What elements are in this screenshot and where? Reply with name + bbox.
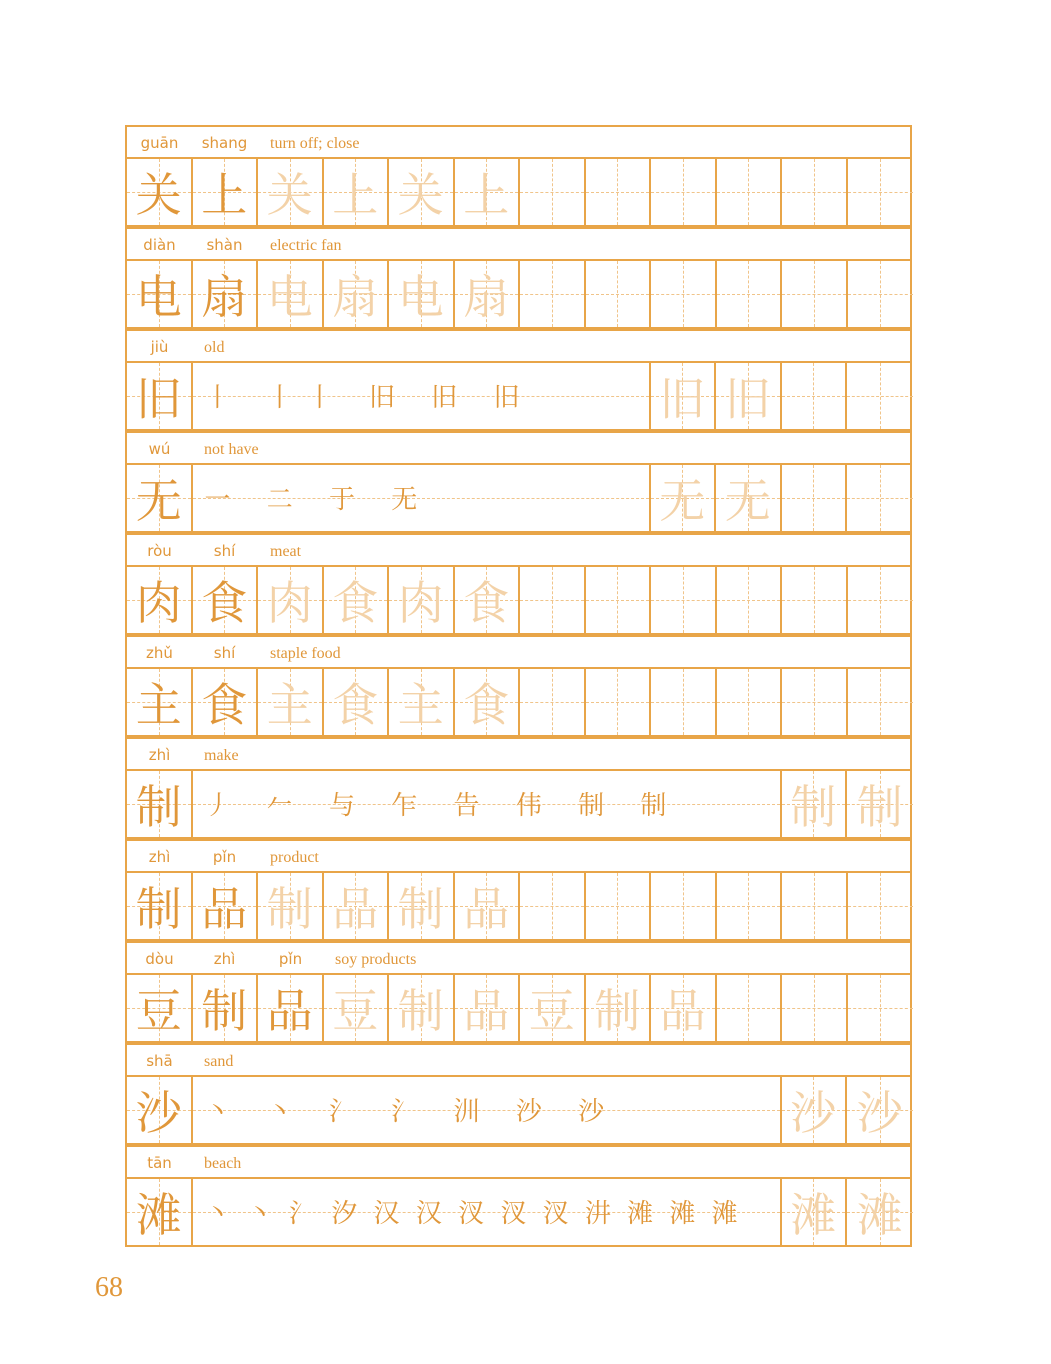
trace-char-cell: 关 [389, 159, 455, 225]
practice-cell[interactable] [651, 669, 717, 735]
model-char-cell: 豆 [127, 975, 193, 1041]
grid-row [125, 973, 912, 1043]
practice-cell[interactable] [717, 669, 783, 735]
model-char-cell: 肉 [127, 567, 193, 633]
pinyin-2: pǐn [212, 848, 237, 866]
trace-char-cell: 肉 [389, 567, 455, 633]
trace-char-cell: 制 [586, 975, 652, 1041]
practice-cell[interactable] [848, 567, 914, 633]
model-char-cell: 关 [127, 159, 193, 225]
practice-cell[interactable] [848, 873, 914, 939]
practice-cell[interactable] [717, 975, 783, 1041]
trace-char-cell: 制 [847, 771, 913, 837]
trace-char-cell: 沙 [782, 1077, 848, 1143]
practice-cell[interactable] [848, 261, 914, 327]
gloss: old [204, 339, 225, 356]
stroke-sequence: 丶 丶 氵 汐 汉 汉 汊 汊 汊 汫 滩 滩 滩 [204, 1199, 742, 1229]
model-char-cell: 上 [193, 159, 259, 225]
practice-cell[interactable] [520, 873, 586, 939]
model-char-cell: 无 [127, 465, 193, 531]
model-char-cell: 食 [193, 567, 259, 633]
pinyin-2: shí [213, 644, 236, 662]
gloss: soy products [335, 951, 417, 968]
gloss: product [270, 849, 319, 866]
trace-char-cell: 滩 [782, 1179, 848, 1245]
stroke-order-panel [193, 1077, 782, 1143]
grid-row [125, 259, 912, 329]
stroke-sequence: 丨 丨丨 旧 旧 旧 [204, 383, 534, 413]
grid-row [125, 361, 912, 431]
model-char-cell: 制 [127, 873, 193, 939]
practice-cell[interactable] [520, 261, 586, 327]
trace-char-cell: 豆 [324, 975, 390, 1041]
pinyin-1: wú [148, 440, 171, 458]
practice-cell[interactable] [848, 975, 914, 1041]
pinyin-1: zhǔ [146, 644, 173, 662]
trace-char-cell: 品 [455, 873, 521, 939]
practice-cell[interactable] [782, 975, 848, 1041]
trace-char-cell: 主 [258, 669, 324, 735]
pinyin-1: ròu [147, 542, 172, 560]
entry-wu [125, 431, 912, 533]
trace-char-cell: 品 [324, 873, 390, 939]
trace-char-cell: 品 [651, 975, 717, 1041]
trace-char-cell: 制 [389, 975, 455, 1041]
practice-cell[interactable] [717, 873, 783, 939]
practice-cell[interactable] [848, 669, 914, 735]
gloss: sand [204, 1053, 234, 1070]
trace-char-cell: 关 [258, 159, 324, 225]
model-char-cell: 电 [127, 261, 193, 327]
entry-douzhipin [125, 941, 912, 1043]
practice-cell[interactable] [782, 261, 848, 327]
gloss: beach [204, 1155, 242, 1172]
entry-sha [125, 1043, 912, 1145]
practice-cell[interactable] [717, 567, 783, 633]
trace-char-cell: 滩 [847, 1179, 913, 1245]
model-char-cell: 制 [193, 975, 259, 1041]
entry-jiu [125, 329, 912, 431]
practice-cell[interactable] [848, 159, 914, 225]
grid-row [125, 565, 912, 635]
trace-char-cell: 主 [389, 669, 455, 735]
practice-cell[interactable] [717, 261, 783, 327]
pinyin-1: shā [146, 1052, 173, 1070]
practice-cell[interactable] [651, 873, 717, 939]
pinyin-2: shang [201, 134, 248, 152]
trace-char-cell: 电 [389, 261, 455, 327]
practice-cell[interactable] [782, 567, 848, 633]
entry-roushi [125, 533, 912, 635]
gloss: meat [270, 543, 302, 560]
grid-row [125, 157, 912, 227]
practice-cell[interactable] [586, 669, 652, 735]
stroke-sequence: 丶 丶 氵 氵 汌 沙 沙 [204, 1097, 619, 1127]
gloss: electric fan [270, 237, 342, 254]
trace-char-cell: 上 [324, 159, 390, 225]
trace-char-cell: 食 [455, 567, 521, 633]
trace-char-cell: 食 [324, 669, 390, 735]
practice-cell[interactable] [586, 159, 652, 225]
entry-guanshang [125, 125, 912, 227]
pinyin-row [125, 635, 912, 667]
trace-char-cell: 豆 [520, 975, 586, 1041]
practice-cell[interactable] [651, 261, 717, 327]
pinyin-row [125, 329, 912, 361]
practice-cell[interactable] [586, 873, 652, 939]
pinyin-row [125, 839, 912, 871]
trace-char-cell: 扇 [324, 261, 390, 327]
model-char-cell: 制 [127, 771, 193, 837]
trace-char-cell: 旧 [716, 363, 782, 429]
entry-zhi [125, 737, 912, 839]
pinyin-1: guān [140, 134, 179, 152]
trace-char-cell: 扇 [455, 261, 521, 327]
trace-char-cell: 制 [389, 873, 455, 939]
model-char-cell: 沙 [127, 1077, 193, 1143]
pinyin-1: diàn [143, 236, 176, 254]
practice-cell[interactable] [782, 465, 848, 531]
practice-cell[interactable] [520, 159, 586, 225]
trace-char-cell: 旧 [651, 363, 717, 429]
practice-cell[interactable] [586, 567, 652, 633]
practice-cell[interactable] [651, 567, 717, 633]
pinyin-2: shàn [206, 236, 243, 254]
pinyin-row [125, 533, 912, 565]
trace-char-cell: 食 [455, 669, 521, 735]
pinyin-1: dòu [145, 950, 174, 968]
model-char-cell: 品 [193, 873, 259, 939]
model-char-cell: 滩 [127, 1179, 193, 1245]
stroke-order-panel [193, 465, 651, 531]
practice-cell[interactable] [782, 669, 848, 735]
trace-char-cell: 食 [324, 567, 390, 633]
grid-row [125, 871, 912, 941]
entry-dianshan [125, 227, 912, 329]
practice-cell[interactable] [782, 363, 848, 429]
trace-char-cell: 电 [258, 261, 324, 327]
grid-row [125, 1177, 912, 1247]
gloss: not have [204, 441, 259, 458]
model-char-cell: 旧 [127, 363, 193, 429]
entry-zhushi [125, 635, 912, 737]
pinyin-2: shí [213, 542, 236, 560]
entry-zhipin [125, 839, 912, 941]
trace-char-cell: 制 [782, 771, 848, 837]
practice-cell[interactable] [520, 669, 586, 735]
pinyin-1: zhì [148, 848, 171, 866]
model-char-cell: 食 [193, 669, 259, 735]
practice-cell[interactable] [782, 873, 848, 939]
trace-char-cell: 上 [455, 159, 521, 225]
pinyin-1: zhì [148, 746, 171, 764]
gloss: staple food [270, 645, 341, 662]
practice-cell[interactable] [717, 159, 783, 225]
stroke-sequence: 丿 𠂉 与 乍 告 伟 制 制 [204, 791, 681, 821]
pinyin-row [125, 227, 912, 259]
pinyin-row [125, 737, 912, 769]
stroke-order-panel [193, 771, 782, 837]
trace-char-cell: 无 [651, 465, 717, 531]
practice-cell[interactable] [847, 363, 913, 429]
page-number: 68 [95, 1272, 123, 1303]
model-char-cell: 扇 [193, 261, 259, 327]
grid-row [125, 1075, 912, 1145]
model-char-cell: 主 [127, 669, 193, 735]
practice-sheet [125, 125, 912, 1247]
pinyin-1: tān [147, 1154, 172, 1172]
trace-char-cell: 肉 [258, 567, 324, 633]
pinyin-row [125, 125, 912, 157]
pinyin-1: jiù [150, 338, 169, 356]
pinyin-3: pǐn [278, 950, 303, 968]
stroke-sequence: 一 二 于 无 [204, 485, 432, 515]
practice-cell[interactable] [651, 159, 717, 225]
grid-row [125, 667, 912, 737]
pinyin-row [125, 431, 912, 463]
pinyin-row [125, 1145, 912, 1177]
trace-char-cell: 制 [258, 873, 324, 939]
practice-cell[interactable] [847, 465, 913, 531]
pinyin-2: zhì [213, 950, 236, 968]
grid-row [125, 769, 912, 839]
pinyin-row [125, 1043, 912, 1075]
pinyin-row [125, 941, 912, 973]
practice-cell[interactable] [520, 567, 586, 633]
practice-cell[interactable] [782, 159, 848, 225]
trace-char-cell: 品 [455, 975, 521, 1041]
trace-char-cell: 沙 [847, 1077, 913, 1143]
grid-row [125, 463, 912, 533]
model-char-cell: 品 [258, 975, 324, 1041]
gloss: make [204, 747, 239, 764]
practice-cell[interactable] [586, 261, 652, 327]
trace-char-cell: 无 [716, 465, 782, 531]
entry-tan [125, 1145, 912, 1247]
stroke-order-panel [193, 1179, 782, 1245]
gloss: turn off; close [270, 135, 360, 152]
stroke-order-panel [193, 363, 651, 429]
